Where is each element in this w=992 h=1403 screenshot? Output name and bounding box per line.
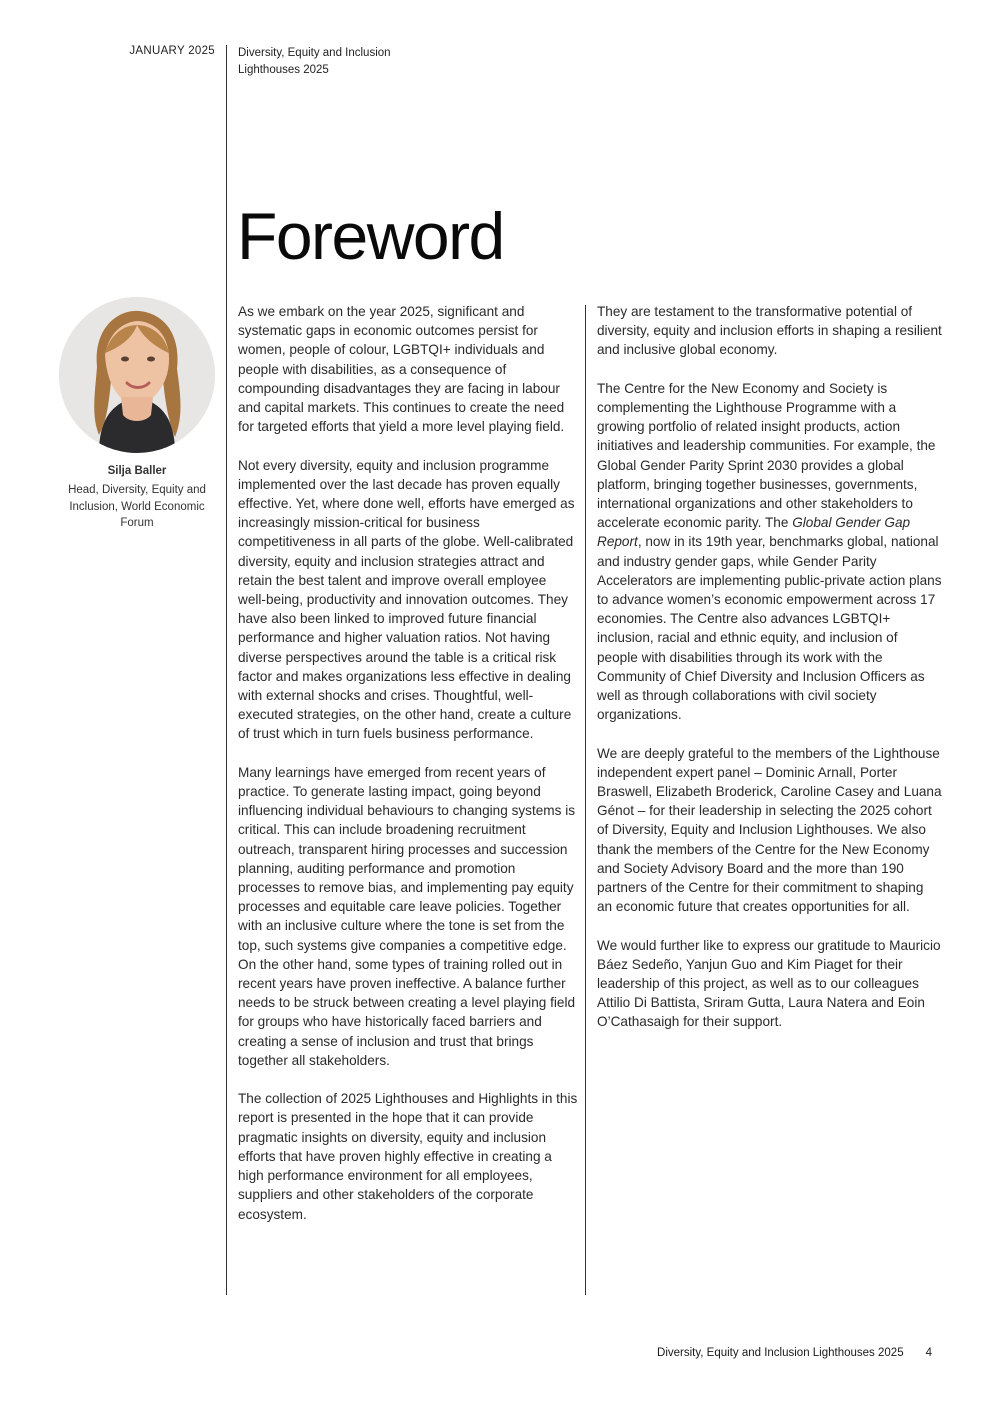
paragraph [597,379,942,725]
author-role: Head, Diversity, Equity and Inclusion, World Economic Forum [68,484,206,529]
body-column-right [597,302,942,1051]
paragraph: They are testament to the transformative potential of diversity, equity and inclusion efforts in shaping a resilient and inclusive global economy. [597,304,942,358]
paragraph: We would further like to express our gratitude to Mauricio Báez Sedeño, Yanjun Guo and Kim Piaget for their leadership of this project, as well as to our colleagues Attilio Di Battista, Sriram Gutta, Laura Natera and Eoin O’Cathasaigh for their support. [597,937,941,1030]
portrait-illustration [59,297,215,453]
paragraph-text: , now in its 19th year, benchmarks global, national and industry gender gaps, while Gender Parity Accelerators are implementing public-private action plans to advance women’s economic empowerment across 17 economies. The Centre also advances LGBTQI+ inclusion, racial and ethnic equity, and inclusion of people with disabilities through its work with the Community of Chief Diversity and Inclusion Officers as well as through collaborations with civil society organizations. [597,534,942,723]
page-number: 4 [925,1347,932,1359]
header-title-line-2: Lighthouses 2025 [238,63,329,76]
author-photo [59,297,215,453]
paragraph: Many learnings have emerged from recent years of practice. To generate lasting impact, going beyond influencing individual behaviours to changing systems is critical. This can include broadening recruitment outreach, transparent hiring processes and succession planning, auditing performance and promotion processes to remove bias, and implementing pay equity processes and equitable care leave policies. Together with an inclusive culture where the tone is set from the top, such systems give companies a competitive edge. On the other hand, some types of training rolled out in recent years have proven ineffective. A balance further needs to be struck between creating a level playing field for groups who have historically faced barriers and creating a sense of inclusion and trust that brings together all stakeholders. [238,764,576,1068]
report-title-italic: Global Gender Gap Report [597,515,911,550]
page-title: Foreword [237,199,504,273]
paragraph: Not every diversity, equity and inclusion programme implemented over the last decade has proven equally effective. Yet, where done well, efforts have emerged as increasingly mission-critical for business competitiveness in all parts of the globe. Well-calibrated diversity, equity and inclusion strategies attract and retain the best talent and improve overall employee well-being, productivity and innovation outcomes. They have also been linked to improved future financial performance and higher valuation ratios. Not having diverse perspectives around the table is a critical risk factor and makes organizations less effective in dealing with external shocks and crises. Thoughtful, well-executed strategies, on the other hand, create a culture of trust which in turn fuels business performance. [238,457,575,742]
author-name: Silja Baller [107,465,167,477]
body-column-left [238,302,578,1243]
paragraph: As we embark on the year 2025, significant and systematic gaps in economic outcomes persist for women, people of colour, LGBTQI+ individuals and people with disabilities, as a consequence of compounding disadvantages they are facing in labour and capital markets. This continues to create the need for targeted efforts that yield a more level playing field. [238,304,565,435]
column-divider [585,305,586,1295]
header-title-line-1: Diversity, Equity and Inclusion [238,47,391,59]
header-date: JANUARY 2025 [129,45,215,57]
paragraph: We are deeply grateful to the members of the Lighthouse independent expert panel – Dominic Arnall, Porter Braswell, Elizabeth Broderick, Caroline Casey and Luana Génot – for their leadership in selecting the 2025 cohort of Diversity, Equity and Inclusion Lighthouses. We also thank the members of the Centre for the New Economy and Society Advisory Board and the more than 190 partners of the Centre for their commitment to shaping an economic future that creates opportunities for all. [597,745,942,915]
header-report-title [238,45,538,78]
left-divider [226,45,227,1295]
paragraph: The collection of 2025 Lighthouses and Highlights in this report is presented in the hope that it can provide pragmatic insights on diversity, equity and inclusion efforts that have proven highly effective in creating a high performance environment for all employees, suppliers and other stakeholders of the corporate ecosystem. [238,1091,578,1222]
paragraph-text: The Centre for the New Economy and Society is complementing the Lighthouse Programme with a growing portfolio of related insight products, action initiatives and leadership communities. For example, the Global Gender Parity Sprint 2030 provides a global platform, bringing together businesses, governments, international organizations and other stakeholders to accelerate economic parity. The [597,380,936,531]
page-footer [560,1347,932,1359]
footer-title: Diversity, Equity and Inclusion Lighthouses 2025 [657,1347,904,1359]
